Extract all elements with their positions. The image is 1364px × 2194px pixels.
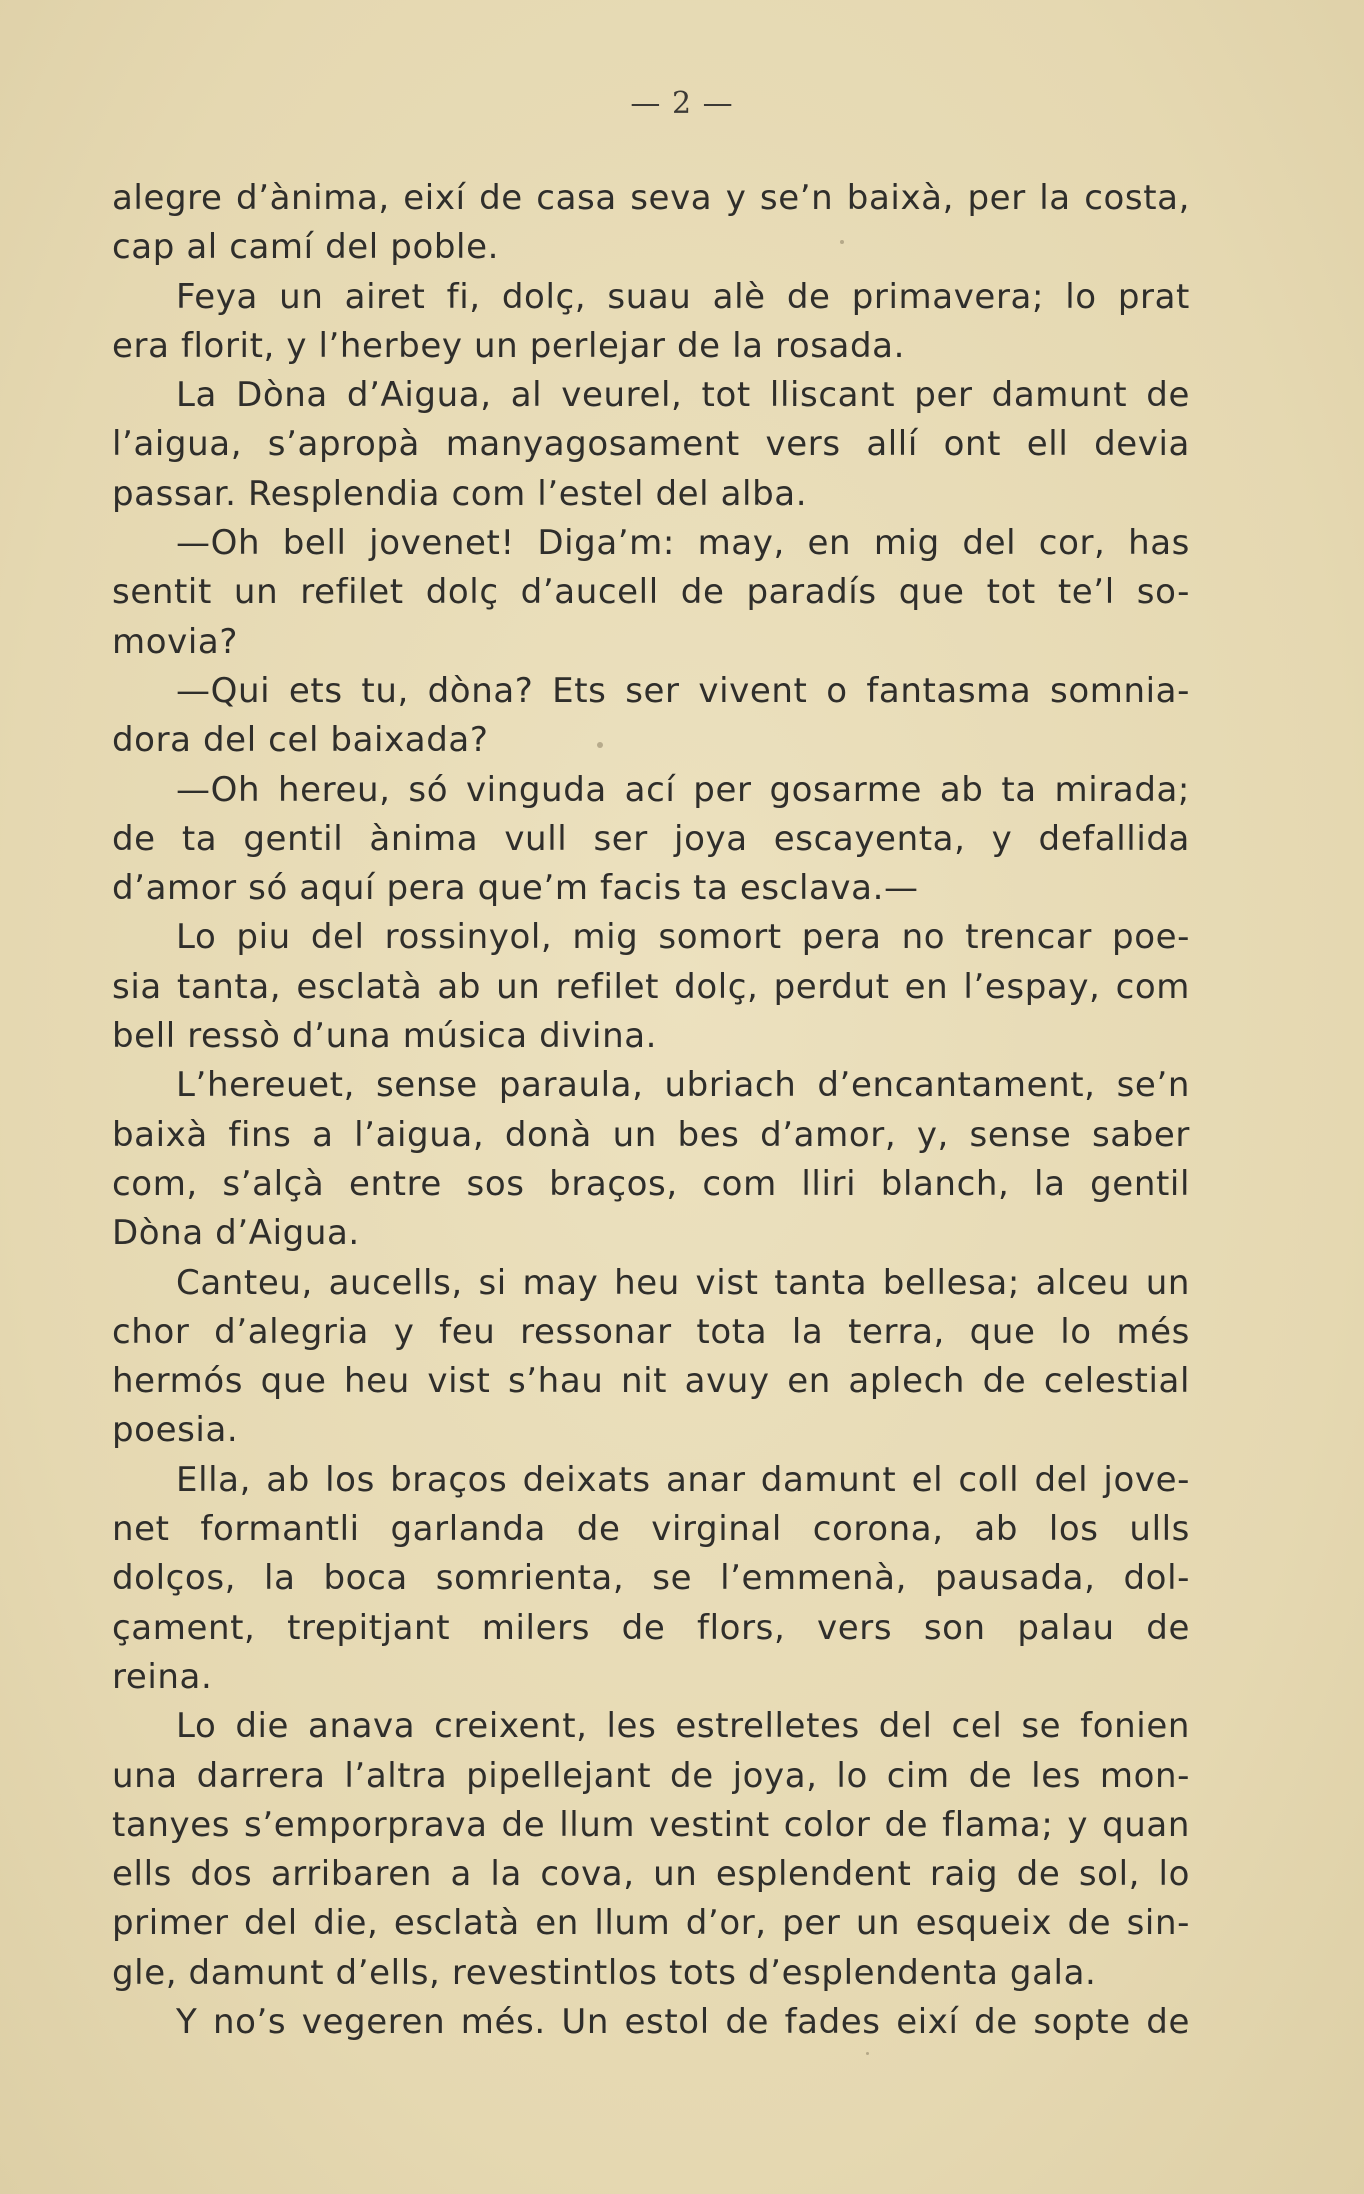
paper-speck — [866, 2052, 869, 2055]
text-line: tanyes s’emporprava de llum vestint color de flama; y quan — [112, 1804, 1190, 1845]
text-line: movia? — [112, 621, 238, 662]
text-line: Y no’s vegeren més. Un estol de fades eixí de sopte de — [176, 2001, 1190, 2042]
text-line: dolços, la boca somrienta, se l’emmenà, pausada, dol- — [112, 1558, 1190, 1599]
text-line: chor d’alegria y feu ressonar tota la terra, que lo més — [112, 1311, 1190, 1352]
text-line: era florit, y l’herbey un perlejar de la rosada. — [112, 325, 906, 366]
text-line: passar. Resplendia com l’estel del alba. — [112, 473, 808, 514]
text-line: hermós que heu vist s’hau nit avuy en aplech de celestial — [112, 1361, 1190, 1402]
paper-speck — [597, 742, 603, 748]
text-line: ells dos arribaren a la cova, un esplendent raig de sol, lo — [112, 1854, 1190, 1895]
text-line: dora del cel baixada? — [112, 720, 489, 761]
text-line: l’aigua, s’apropà manyagosament vers allí ont ell devia — [112, 424, 1190, 465]
text-line: alegre d’ànima, eixí de casa seva y se’n baixà, per la costa, — [112, 178, 1190, 218]
text-line: Feya un airet fi, dolç, suau alè de primavera; lo prat — [176, 276, 1190, 317]
text-line: L’hereuet, sense paraula, ubriach d’encantament, se’n — [176, 1065, 1190, 1106]
text-line: sia tanta, esclatà ab un refilet dolç, perdut en l’espay, com — [112, 966, 1190, 1007]
paper-speck — [840, 240, 844, 244]
text-line: primer del die, esclatà en llum d’or, per un esqueix de sin- — [112, 1903, 1190, 1944]
text-line: net formantli garlanda de virginal corona, ab los ulls — [112, 1509, 1190, 1550]
text-line: —Qui ets tu, dòna? Ets ser vivent o fantasma somnia- — [176, 670, 1190, 711]
text-line: de ta gentil ànima vull ser joya escayenta, y defallida — [112, 818, 1190, 859]
text-line: d’amor só aquí pera que’m facis ta esclava.— — [112, 868, 919, 909]
text-line: Ella, ab los braços deixats anar damunt el coll del jove- — [176, 1459, 1190, 1500]
text-line: Lo die anava creixent, les estrelletes del cel se fonien — [176, 1706, 1190, 1747]
text-line: —Oh hereu, só vinguda ací per gosarme ab ta mirada; — [176, 769, 1190, 810]
text-line: gle, damunt d’ells, revestintlos tots d’esplendenta gala. — [112, 1952, 1097, 1993]
text-line: Dòna d’Aigua. — [112, 1213, 360, 1254]
text-line: —Oh bell jovenet! Diga’m: may, en mig del cor, has — [176, 523, 1190, 564]
text-line: poesia. — [112, 1410, 239, 1451]
text-line: sentit un refilet dolç d’aucell de paradís que tot te’l so- — [112, 572, 1190, 613]
text-line: bell ressò d’una música divina. — [112, 1016, 658, 1057]
text-line: com, s’alçà entre sos braços, com lliri blanch, la gentil — [112, 1163, 1190, 1204]
text-line: Canteu, aucells, si may heu vist tanta bellesa; alceu un — [176, 1262, 1190, 1303]
text-line: cap al camí del poble. — [112, 227, 500, 268]
text-line: La Dòna d’Aigua, al veurel, tot lliscant per damunt de — [176, 375, 1190, 416]
text-line: una darrera l’altra pipellejant de joya, lo cim de les mon- — [112, 1755, 1190, 1796]
text-line: baixà fins a l’aigua, donà un bes d’amor, y, sense saber — [112, 1114, 1190, 1155]
text-line: reina. — [112, 1656, 213, 1697]
page-number: — 2 — — [630, 86, 734, 121]
body-text — [112, 174, 1190, 2047]
text-line: çament, trepitjant milers de flors, vers son palau de — [112, 1607, 1190, 1648]
text-line: Lo piu del rossinyol, mig somort pera no trencar poe- — [176, 917, 1190, 958]
